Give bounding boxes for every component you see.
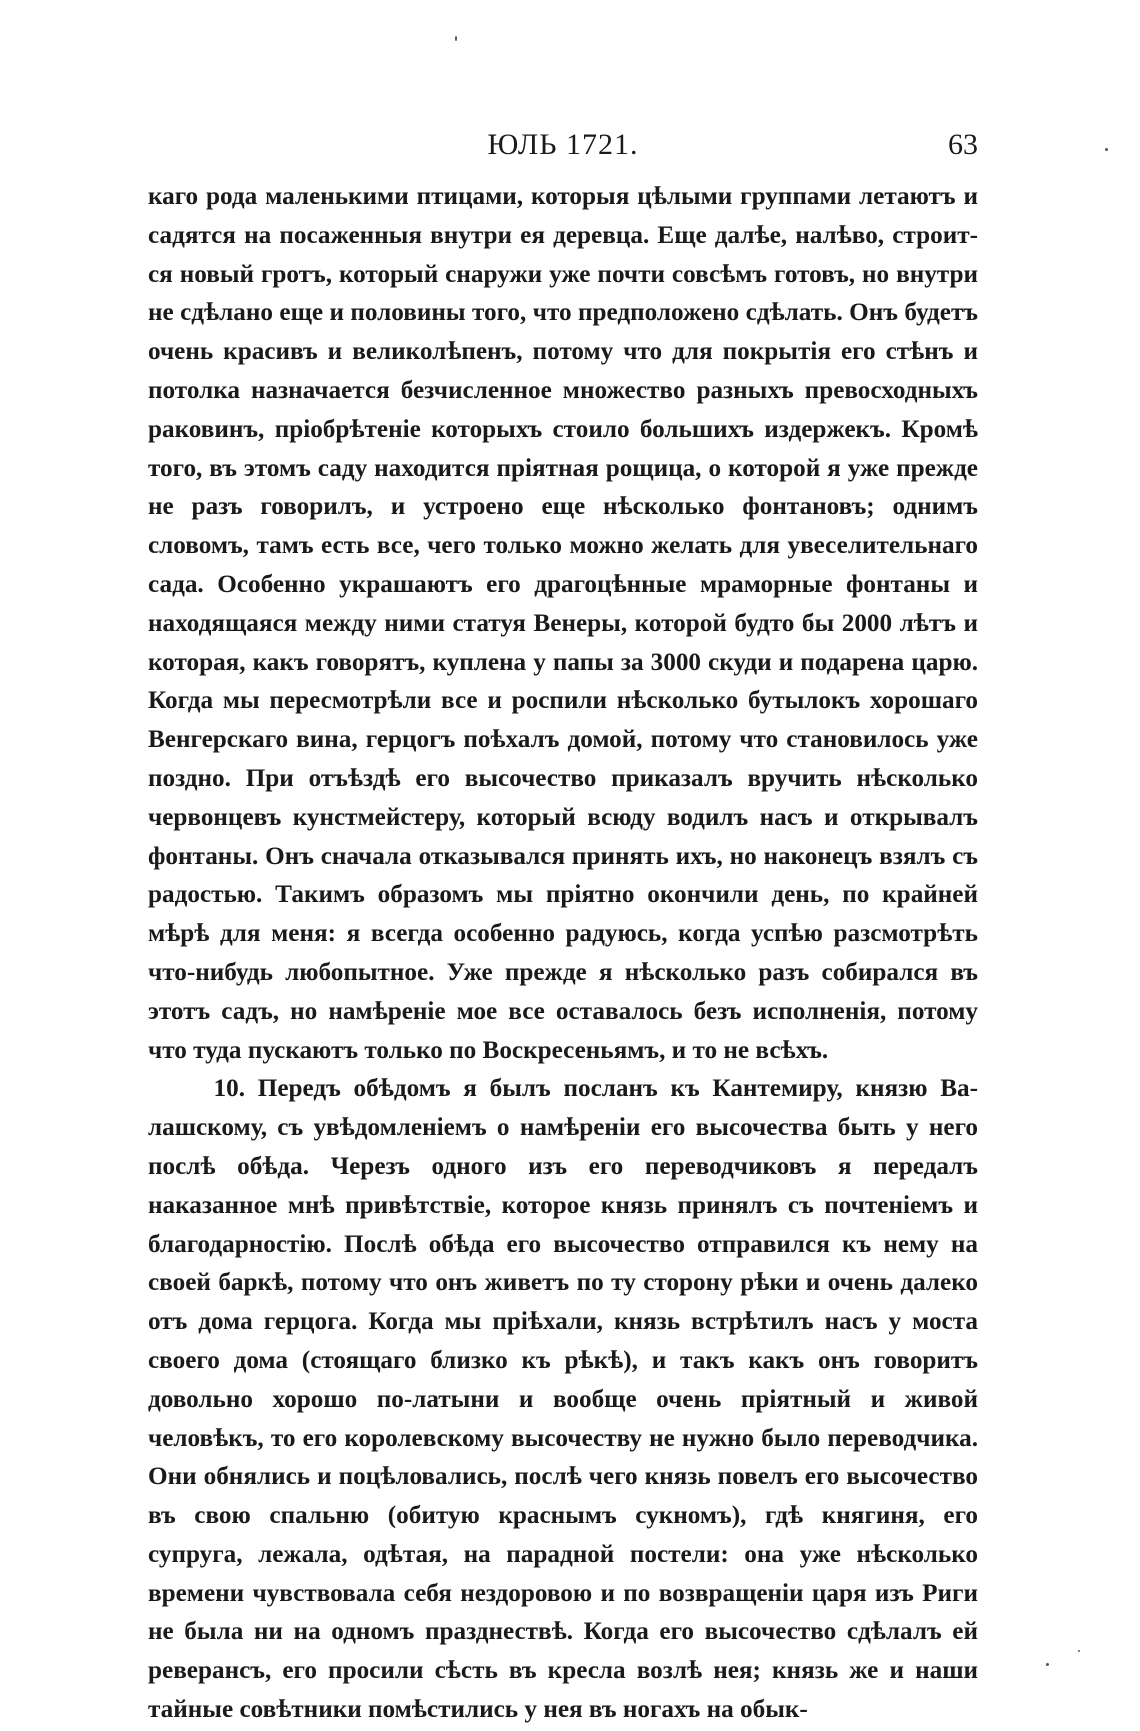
scan-speck [455, 36, 457, 41]
running-header [148, 128, 978, 162]
scan-speck [1046, 1663, 1049, 1666]
header-title: ЮЛЬ 1721. [487, 128, 639, 161]
scan-speck [1078, 1650, 1080, 1652]
scan-speck [1105, 148, 1108, 151]
page-number: 63 [948, 128, 978, 161]
body-text [148, 178, 978, 1730]
paragraph-continuation: каго рода маленькими птицами, которыя цѣлыми группами летаютъ и садятся на посаженныя внутри ея деревца. Еще далѣе, налѣво, строится новый гротъ, который снаружи уже почти совсѣмъ готовъ, но внутри не сдѣлано еще и половины того, что предположено сдѣлать. Онъ будетъ очень красивъ и великолѣпенъ, потому что для покрытія его стѣнъ и потолка назначается безчисленное множество разныхъ превосходныхъ раковинъ, пріобрѣтеніе которыхъ стоило большихъ издержекъ. Кромѣ того, въ этомъ саду находится пріятная рощица, о которой я уже прежде не разъ говорилъ, и устроено еще нѣсколько фонтановъ; однимъ словомъ, тамъ есть все, чего только можно желать для увеселительнаго сада. Особенно украшаютъ его драгоцѣнные мраморные фонтаны и находящаяся между ними статуя Венеры, которой будто бы 2000 лѣтъ и которая, какъ говорятъ, куплена у папы за 3000 скуди и подарена царю. Когда мы пересмотрѣли все и роспили нѣсколько бутылокъ хорошаго Венгерскаго вина, герцогъ поѣхалъ домой, потому что становилось уже поздно. При отъѣздѣ его высочество приказалъ вручить нѣсколько червонцевъ кунстмейстеру, который всюду водилъ насъ и открывалъ фонтаны. Онъ сначала отказывался принять ихъ, но наконецъ взялъ съ радостью. Такимъ образомъ мы пріятно окончили день, по крайней мѣрѣ для меня: я всегда особенно радуюсь, когда успѣю разсмотрѣть что-нибудь любопытное. Уже прежде я нѣсколько разъ собирался въ этотъ садъ, но намѣреніе мое все оставалось безъ исполненія, потому что туда пускаютъ только по Воскресеньямъ, и то не всѣхъ. [148, 183, 978, 1064]
paragraph-entry-10: 10. Передъ обѣдомъ я былъ посланъ къ Кантемиру, князю Валашскому, съ увѣдомленіемъ о намѣреніи его высочества быть у него послѣ обѣда. Черезъ одного изъ его переводчиковъ я передалъ наказанное мнѣ привѣтствіе, которое князь принялъ съ почтеніемъ и благодарностію. Послѣ обѣда его высочество отправился къ нему на своей баркѣ, потому что онъ живетъ по ту сторону рѣки и очень далеко отъ дома герцога. Когда мы пріѣхали, князь встрѣтилъ насъ у моста своего дома (стоящаго близко къ рѣкѣ), и такъ какъ онъ говоритъ довольно хорошо по-латыни и вообще очень пріятный и живой человѣкъ, то его королевскому высочеству не нужно было переводчика. Они обнялись и поцѣловались, послѣ чего князь повелъ его высочество въ свою спальню (обитую краснымъ сукномъ), гдѣ княгиня, его супруга, лежала, одѣтая, на парадной постели: она уже нѣсколько времени чувствовала себя нездоровою и по возвращеніи царя изъ Риги не была ни на одномъ празднествѣ. Когда его высочество сдѣлалъ ей реверансъ, его просили сѣсть въ кресла возлѣ нея; князь же и наши тайные совѣтники помѣстились у нея въ ногахъ на обык- [148, 1075, 978, 1724]
